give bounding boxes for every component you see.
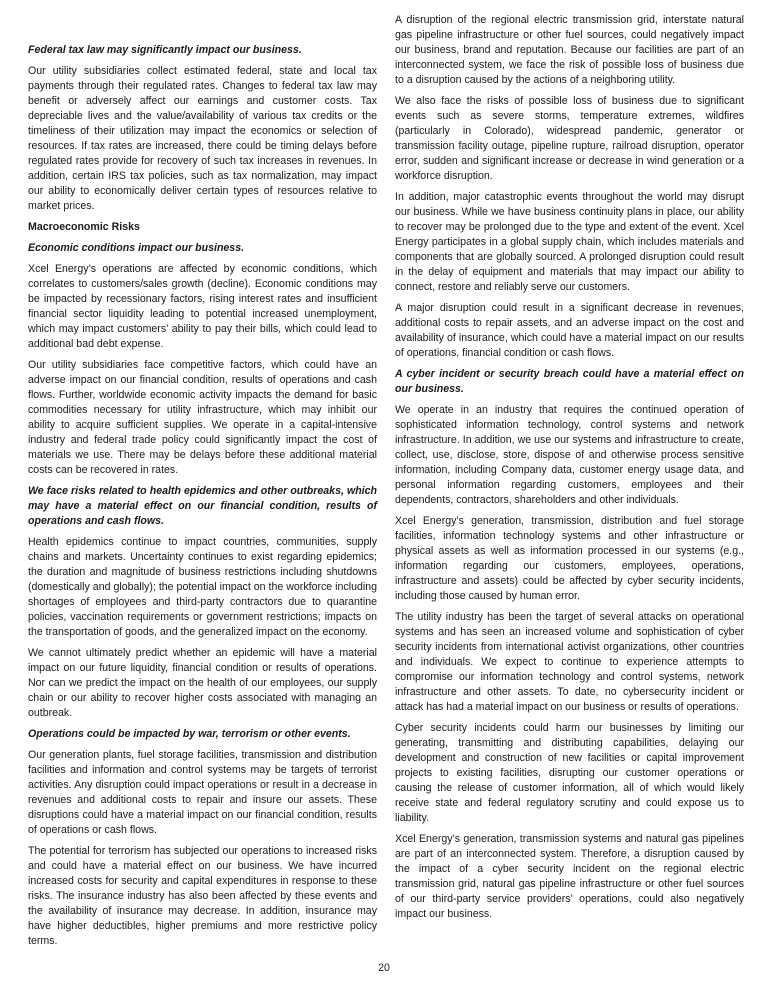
paragraph: A disruption of the regional electric transmission grid, interstate natural gas pipeline infrastructure or other fuel sources, could negatively impact our business, brand and reputation. Because our facilities are part of an interconnected system, we face the risk of possible loss of business due to a disruption caused by the actions of a neighboring utility. — [395, 14, 744, 86]
paragraph: In addition, major catastrophic events throughout the world may disrupt our business. While we have business continuity plans in place, our ability to recover may be prolonged due to the type and extent of the event. Xcel Energy participates in a global supply chain, which includes materials and components that are globally sourced. A prolonged disruption could result in the delay of equipment and materials that may impact our ability to connect, restore and reliably serve our customers. — [395, 191, 744, 293]
section-title-macroeconomic-risks: Macroeconomic Risks — [28, 221, 140, 233]
paragraph: Health epidemics continue to impact countries, communities, supply chains and markets. Uncertainty continues to exist regarding epidemics; the duration and magnitude of business restrictions including shutdowns (domestically and globally); the potential impact on the workforce including shortages of employees and third-party contractors due to quarantine policies, vaccination requirements or government restrictions; impacts on the transportation of goods, and the generalized impact on the economy. — [28, 536, 377, 638]
section-heading-federal-tax: Federal tax law may significantly impact our business. — [28, 44, 302, 56]
paragraph: Xcel Energy’s generation, transmission, distribution and fuel storage facilities, information technology systems and other infrastructure or physical assets as well as information processed in our systems (e.g., information regarding our customers, employees, operations, infrastructure and assets) could be affected by cyber security incidents, including those caused by human error. — [395, 515, 744, 602]
paragraph: Xcel Energy’s generation, transmission systems and natural gas pipelines are part of an interconnected system. Therefore, a disruption caused by the impact of a cyber security incident on the regional electric transmission grid, natural gas pipeline infrastructure or other fuel sources of our third-party service providers’ operations, could also negatively impact our business. — [395, 833, 744, 920]
right-column — [395, 13, 744, 928]
left-column — [28, 43, 377, 955]
paragraph: Our utility subsidiaries collect estimated federal, state and local tax payments through their regulated rates. Changes to federal tax law may benefit or adversely affect our earnings and customer costs. Tax depreciable lives and the value/availability of various tax credits or the timeliness of their utilization may impact the economics or selection of resources. If tax rates are increased, there could be timing delays before regulated rates provide for recovery of such tax increases in revenues. In addition, certain IRS tax policies, such as tax normalization, may impact our ability to economically deliver certain types of resources relative to market prices. — [28, 65, 377, 212]
section-heading-cyber-incident: A cyber incident or security breach could have a material effect on our business. — [395, 368, 744, 395]
section-heading-health-epidemics: We face risks related to health epidemics and other outbreaks, which may have a material effect on our financial condition, results of operations and cash flows. — [28, 485, 377, 527]
paragraph: Our utility subsidiaries face competitive factors, which could have an adverse impact on our financial condition, results of operations and cash flows. Further, worldwide economic activity impacts the demand for basic commodities necessary for utility infrastructure, which may inhibit our ability to acquire sufficient supplies. We operate in a capital-intensive industry and federal trade policy could significantly impact the cost of materials we use. There may be delays before these additional material costs can be recovered in rates. — [28, 359, 377, 476]
paragraph: We operate in an industry that requires the continued operation of sophisticated information technology, control systems and network infrastructure. In addition, we use our systems and infrastructure to create, collect, use, disclose, store, dispose of and otherwise process sensitive information, including Company data, customer energy usage data, and personal information regarding customers, employees and their dependents, contractors, shareholders and other individuals. — [395, 404, 744, 506]
section-heading-economic-conditions: Economic conditions impact our business. — [28, 242, 245, 254]
page-number: 20 — [378, 962, 390, 974]
paragraph: Our generation plants, fuel storage facilities, transmission and distribution facilities and information and control systems may be targets of terrorist activities. Any disruption could impact operations or result in a decrease in revenues and additional costs to repair and insure our assets. These disruptions could have a material impact on our financial condition, results of operations or cash flows. — [28, 749, 377, 836]
paragraph: The utility industry has been the target of several attacks on operational systems and has seen an increased volume and sophistication of cyber security incidents from international activist organizations, other countries and individuals. We expect to continue to experience attempts to compromise our information technology and control systems, network infrastructure and other assets. To date, no cybersecurity incident or attack has had a material impact on our business or results of operations. — [395, 611, 744, 713]
paragraph: The potential for terrorism has subjected our operations to increased risks and could have a material effect on our business. We have incurred increased costs for security and capital expenditures in response to these risks. The insurance industry has also been affected by these events and the availability of insurance may decrease. In addition, insurance may have higher deductibles, higher premiums and more restrictive policy terms. — [28, 845, 377, 947]
section-heading-war-terrorism: Operations could be impacted by war, terrorism or other events. — [28, 728, 351, 740]
paragraph: We also face the risks of possible loss of business due to significant events such as severe storms, temperature extremes, wildfires (particularly in Colorado), widespread pandemic, generator or transmission facility outage, pipeline rupture, railroad disruption, operator error, sudden and significant increase or decrease in wind generation or a workforce disruption. — [395, 95, 744, 182]
paragraph: Xcel Energy’s operations are affected by economic conditions, which correlates to customers/sales growth (decline). Economic conditions may be impacted by recessionary factors, rising interest rates and insufficient financial sector liquidity leading to potential increased unemployment, which may impact customers’ ability to pay their bills, which could lead to additional bad debt expense. — [28, 263, 377, 350]
paragraph: Cyber security incidents could harm our businesses by limiting our generating, transmitting and distributing capabilities, delaying our development and construction of new facilities or capital improvement projects to existing facilities, disrupting our customer operations or causing the release of customer information, all of which would likely receive state and federal regulatory scrutiny and could expose us to liability. — [395, 722, 744, 824]
paragraph: We cannot ultimately predict whether an epidemic will have a material impact on our future liquidity, financial condition or results of operations. Nor can we predict the impact on the health of our employees, our supply chain or our ability to recover higher costs associated with managing an outbreak. — [28, 647, 377, 719]
paragraph: A major disruption could result in a significant decrease in revenues, additional costs to repair assets, and an adverse impact on the cost and availability of insurance, which could have a material impact on our results of operations, financial condition or cash flows. — [395, 302, 744, 359]
